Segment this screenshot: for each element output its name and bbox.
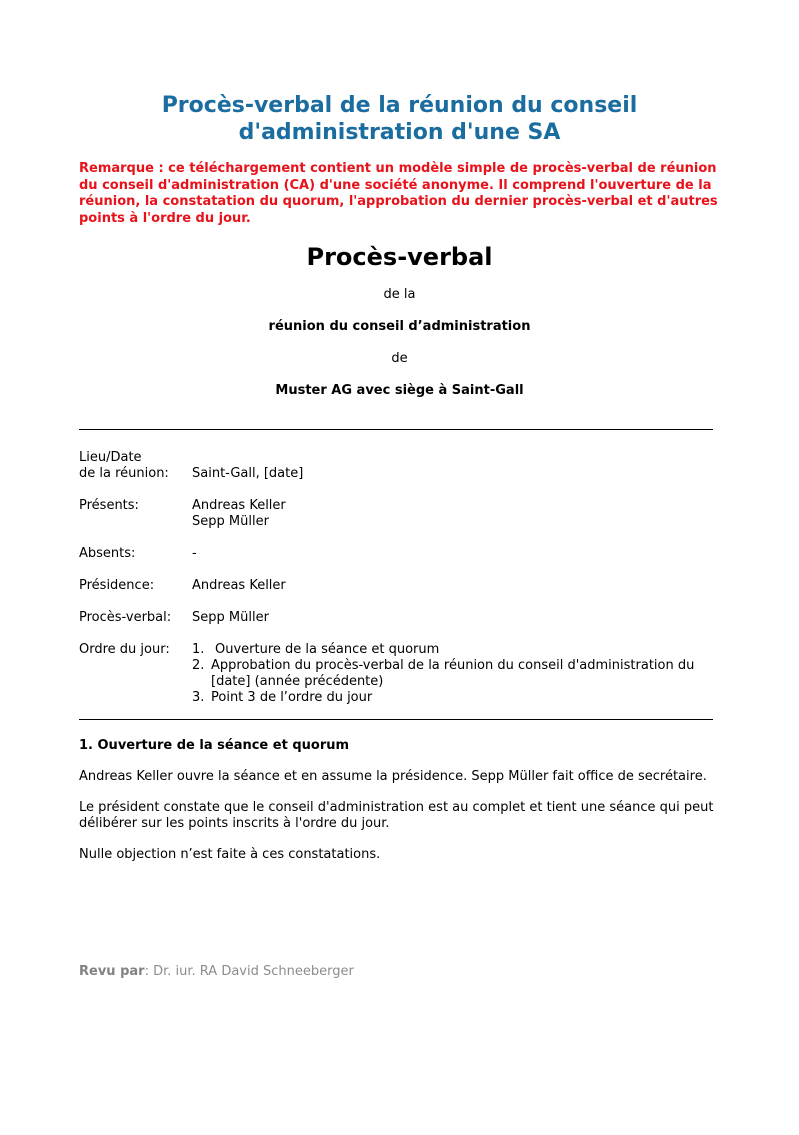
meta-label-location [79,450,192,482]
meta-value-chair: Andreas Keller [192,578,286,593]
remark-note: Remarque : ce téléchargement contient un modèle simple de procès-verbal de réunion du conseil d'administration (CA) d'une société anonyme. Il comprend l'ouverture de la réunion, la constatation du quorum, l'approbation du dernier procès-verbal et d'autres points à l'ordre du jour. [79,161,718,226]
agenda-item-number: 3. [192,690,205,705]
reviewed-by-value: : Dr. iur. RA David Schneeberger [144,964,354,979]
meta-label-location-line2: de la réunion: [79,466,169,481]
meta-value-location: Saint-Gall, [date] [192,466,304,481]
section-1-paragraph: Le président constate que le conseil d'administration est au complet et tient une séance qui peut délibérer sur les points inscrits à l'ordre du jour. [79,800,714,831]
meta-value-absent: - [192,546,197,561]
agenda-item-text: Approbation du procès-verbal de la réunion du conseil d'administration du [date] (année précédente) [211,658,695,689]
meta-row-chair [79,578,720,594]
meta-value-minutes: Sepp Müller [192,610,269,625]
attendee-name: Sepp Müller [192,514,269,529]
section-1-paragraph: Andreas Keller ouvre la séance et en assume la présidence. Sepp Müller fait office de secrétaire. [79,769,707,784]
agenda-item-text: Ouverture de la séance et quorum [215,642,440,657]
reviewed-by-label: Revu par [79,964,145,979]
meta-label-present: Présents: [79,498,139,513]
section-1 [79,738,720,863]
meta-label-minutes: Procès-verbal: [79,610,172,625]
agenda-item [192,690,720,706]
document-page [0,92,799,980]
meta-row-location [79,450,720,482]
subtitle-line-2: réunion du conseil d’administration [268,319,531,334]
agenda-item-number: 2. [192,658,205,673]
document-heading: Procès-verbal [306,243,493,271]
agenda-item-text: Point 3 de l’ordre du jour [211,690,373,705]
meta-section [79,450,720,706]
subtitle-line-1: de la [383,287,416,302]
subtitle-line-4: Muster AG avec siège à Saint-Gall [275,383,524,398]
meta-row-absent [79,546,720,562]
section-1-paragraph: Nulle objection n’est faite à ces constatations. [79,847,381,862]
meta-label-chair: Présidence: [79,578,155,593]
subtitle-line-3: de [391,351,408,366]
agenda-list [192,642,720,706]
meta-label-absent: Absents: [79,546,136,561]
meta-row-minutes [79,610,720,626]
meta-row-present [79,498,720,530]
divider-bottom [79,719,713,720]
agenda-item-number: 1. [192,642,205,657]
meta-value-present [192,498,720,530]
reviewed-by-line [79,964,720,980]
divider-top [79,429,713,430]
page-title: Procès-verbal de la réunion du conseil d'administration d'une SA [161,93,638,145]
agenda-item [192,658,720,690]
agenda-item [192,642,720,658]
section-1-heading: 1. Ouverture de la séance et quorum [79,738,350,753]
attendee-name: Andreas Keller [192,498,286,513]
meta-row-agenda [79,642,720,706]
meta-label-location-line1: Lieu/Date [79,450,142,465]
meta-label-agenda: Ordre du jour: [79,642,170,657]
